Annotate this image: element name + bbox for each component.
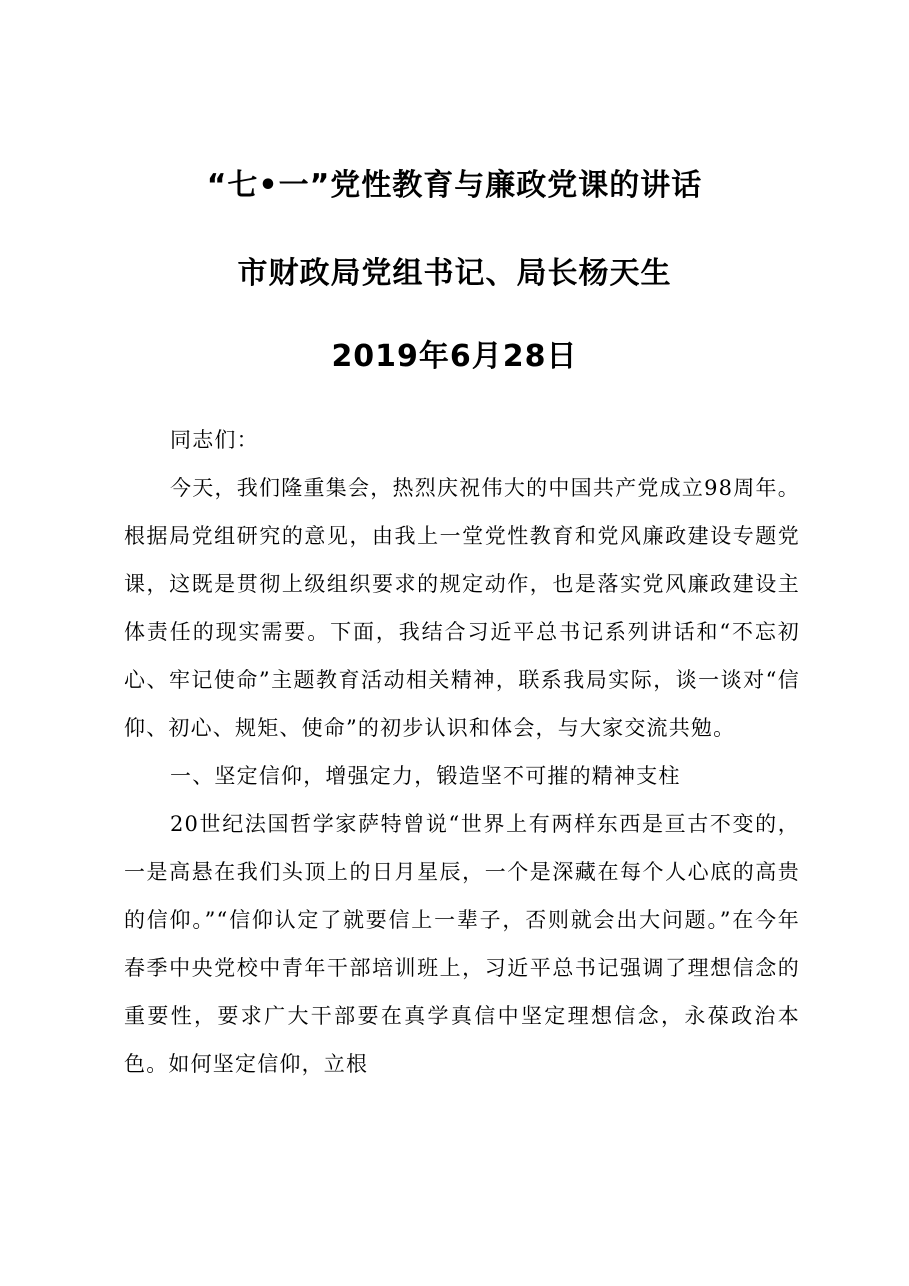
document-body	[124, 416, 800, 1088]
speaker-line: 市财政局党组书记、局长杨天生	[237, 256, 672, 291]
salutation: 同志们：	[170, 428, 259, 452]
body-paragraph: 20世纪法国哲学家萨特曾说“世界上有两样东西是亘古不变的，一是高悬在我们头顶上的日月星辰，一个是深藏在每个人心底的高贵的信仰。”“信仰认定了就要信上一辈子，否则就会出大问题。”在今年春季中央党校中青年干部培训班上，习近平总书记强调了理想信念的重要性，要求广大干部要在真学真信中坚定理想信念，永葆政治本色。如何坚定信仰，立根	[124, 812, 800, 1076]
body-paragraph: 今天，我们隆重集会，热烈庆祝伟大的中国共产党成立98周年。根据局党组研究的意见，由我上一堂党性教育和党风廉政建设专题党课，这既是贯彻上级组织要求的规定动作，也是落实党风廉政建设主体责任的现实需要。下面，我结合习近平总书记系列讲话和“不忘初心、牢记使命”主题教育活动相关精神，联系我局实际，谈一谈对“信仰、初心、规矩、使命”的初步认识和体会，与大家交流共勉。	[124, 476, 800, 740]
section-heading: 一、坚定信仰，增强定力，锻造坚不可摧的精神支柱	[170, 764, 681, 788]
document-title: “七•一”党性教育与廉政党课的讲话	[206, 168, 703, 203]
date-line: 2019年6月28日	[331, 339, 578, 374]
